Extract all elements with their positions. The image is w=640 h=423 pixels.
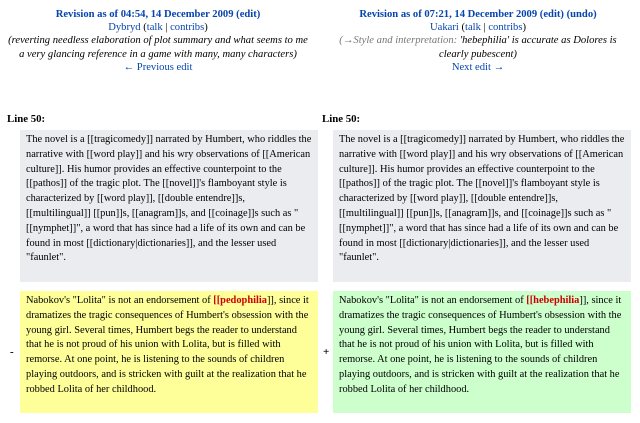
paren: ( [140,22,147,34]
old-edit-summary: (reverting needless elaboration of plot summary and what seems to me a very glancing reference in a game with many, many characters) [8,35,308,60]
added-line-marker: + [323,346,330,358]
old-user-line [8,21,308,34]
new-revision-link[interactable]: Revision as of 07:21, 14 December 2009 [359,9,538,20]
added-text-before: Nabokov's "Lolita" is not an endorsement of [339,295,527,306]
separator: | [162,22,171,34]
old-line-number: Line 50: [7,113,46,125]
paren: ) [593,9,597,20]
new-edit-summary [324,34,632,60]
paren: ) [204,22,208,34]
separator: | [480,22,489,34]
old-user-contribs-link[interactable]: contribs [170,22,205,34]
paren: ( [458,22,466,34]
old-context-block: The novel is a [[tragicomedy]] narrated by Humbert, who riddles the narrative with [[word play]] and his wry observations of [[American culture]]. His humor provides an effective counterpoint to the [[pathos]] of the tragic plot. The [[novel]]'s flamboyant style is characterized by [[word play]], [[double entendre]]s, [[multilingual]] [[pun]]s, [[anagram]]s, and [[coinage]]s such as "[[nymphet]]", a word that has since had a life of its own and can be found in most [[dictionary|dictionaries]], and the lesser used "faunlet". [20,130,318,282]
new-user-line [324,21,632,34]
section-link[interactable]: (→Style and interpretation: [339,35,458,47]
paren: ) ( [560,9,571,20]
deleted-line-marker: - [10,346,14,358]
summary-text: 'hebephilia' is accurate as Dolores is clearly pubescent) [439,35,617,60]
paren: ( [233,9,240,20]
deleted-text-before: Nabokov's "Lolita" is not an endorsement of [26,295,214,306]
paren: ) [256,9,261,20]
new-line-number: Line 50: [322,113,361,125]
previous-edit-link[interactable]: ← Previous edit [123,61,193,73]
paren: ) [522,22,526,34]
deleted-word: [[pedophilia [213,295,267,306]
deleted-text-after: ]], since it dramatizes the tragic consequences of Humbert's obsession with the young girl. Several times, Humbert begs the reader to understand that he is not proud of his union with Lolita, but is filled with remorse. At one point, he is listening to the sounds of children playing outdoors, and is stricken with guilt at the realization that he robbed Lolita of her childhood. [26,295,309,395]
old-revision-title [8,8,308,21]
paren: ( [537,9,544,20]
deleted-line-block [20,291,318,413]
new-edit-link[interactable]: edit [543,9,561,20]
added-line-block [333,291,631,413]
old-user-link[interactable]: Dybryd [108,22,141,34]
new-user-talk-link[interactable]: talk [465,22,481,34]
old-revision-header [8,8,308,74]
new-context-block: The novel is a [[tragicomedy]] narrated by Humbert, who riddles the narrative with [[word play]] and his wry observations of [[American culture]]. His humor provides an effective counterpoint to the [[pathos]] of the tragic plot. The [[novel]]'s flamboyant style is characterized by [[word play]], [[double entendre]]s, [[multilingual]] [[pun]]s, [[anagram]]s, and [[coinage]]s such as "[[nymphet]]", a word that has since had a life of its own and can be found in most [[dictionary|dictionaries]], and the lesser used "faunlet". [333,130,631,282]
new-revision-header [324,8,632,74]
new-revision-title [324,8,632,21]
new-user-link[interactable]: Uakari [430,22,459,34]
old-user-talk-link[interactable]: talk [146,22,163,34]
old-edit-link[interactable]: edit [239,9,257,20]
new-user-contribs-link[interactable]: contribs [488,22,523,34]
old-revision-link[interactable]: Revision as of 04:54, 14 December 2009 [55,9,234,20]
undo-link[interactable]: undo [570,9,594,20]
next-edit-link[interactable]: Next edit → [451,61,505,73]
added-word: [[hebephilia [526,295,580,306]
added-text-after: ]], since it dramatizes the tragic consequences of Humbert's obsession with the young girl. Several times, Humbert begs the reader to understand that he is not proud of his union with Lolita, but is filled with remorse. At one point, he is listening to the sounds of children playing outdoors, and is stricken with guilt at the realization that he robbed Lolita of her childhood. [339,295,622,395]
